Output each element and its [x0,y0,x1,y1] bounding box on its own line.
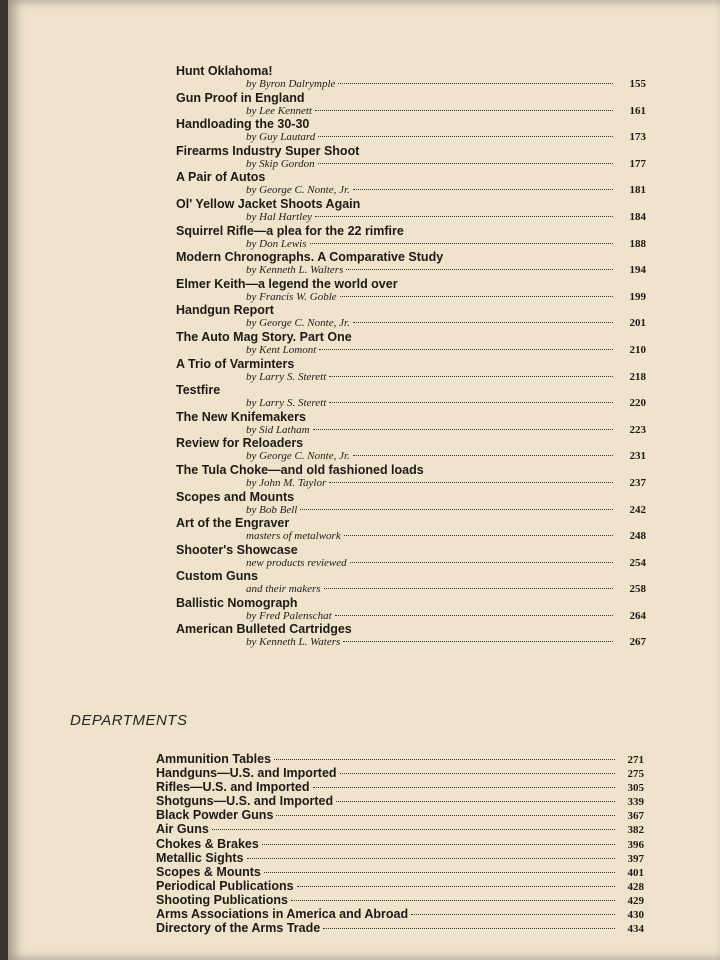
page-number: 275 [627,768,644,781]
article-title: Scopes and Mounts [176,489,295,504]
page-number: 201 [629,317,646,330]
article-byline-row [246,211,616,223]
page-number: 161 [629,104,646,117]
page-number: 242 [629,503,646,516]
contents-entry [166,91,646,118]
dot-leader [346,269,613,270]
page-number: 173 [629,131,646,144]
article-title: Modern Chronographs. A Comparative Study [176,250,444,265]
article-title: Squirrel Rifle—a plea for the 22 rimfire [176,223,404,238]
article-byline-row [246,636,616,648]
dot-leader [291,900,615,901]
page-number: 382 [627,824,644,837]
article-title: Shooter's Showcase [176,542,298,557]
dot-leader [319,349,613,350]
article-title: A Pair of Autos [176,170,266,185]
article-title: American Bulleted Cartridges [176,622,352,637]
article-byline: by Lee Kennett [246,104,312,117]
contents-entry [166,170,646,197]
department-entry [156,752,644,766]
article-byline-row [246,131,616,143]
department-name: Handguns—U.S. and Imported [156,766,337,781]
article-byline-row [246,78,616,90]
article-title: Handloading the 30-30 [176,117,310,132]
dot-leader [318,163,613,164]
article-byline: by Byron Dalrymple [246,78,336,90]
dot-leader [411,914,615,915]
contents-entry [166,277,646,304]
page-number: 428 [627,880,644,893]
department-name: Metallic Sights [156,850,244,865]
article-byline-row [246,371,616,383]
article-byline: by Guy Lautard [246,131,316,144]
dot-leader [335,615,613,616]
article-byline: by George C. Nonte, Jr. [246,184,350,197]
article-byline: by Francis W. Goble [246,290,337,303]
article-byline: by John M. Taylor [246,476,327,489]
page-number: 429 [627,894,644,907]
dot-leader [262,844,615,845]
contents-entry [166,436,646,463]
article-byline-row [246,264,616,276]
page-number: 223 [629,423,646,436]
contents-entry [166,596,646,623]
page-number: 194 [629,264,646,277]
dot-leader [313,787,616,788]
dot-leader [313,429,613,430]
departments-list [156,752,644,935]
page-number: 271 [627,754,644,766]
article-byline: by Fred Palenschat [246,609,332,622]
department-entry [156,837,644,851]
article-byline-row [246,504,616,516]
article-byline-row [246,105,616,117]
department-entry [156,780,644,794]
contents-list [166,64,646,649]
page-number: 218 [629,370,646,383]
article-byline: by George C. Nonte, Jr. [246,450,350,463]
article-title: The Tula Choke—and old fashioned loads [176,462,424,477]
dot-leader [310,243,614,244]
dot-leader [329,402,613,403]
article-byline-row [246,557,616,569]
page-number: 305 [627,782,644,795]
contents-entry [166,543,646,570]
contents-entry [166,64,646,91]
contents-entry [166,569,646,596]
article-title: Handgun Report [176,303,274,318]
article-byline: by Larry S. Sterett [246,370,327,383]
department-name: Shotguns—U.S. and Imported [156,794,334,809]
article-byline: by Kenneth L. Waters [246,636,341,649]
dot-leader [318,136,613,137]
contents-entry [166,144,646,171]
page-number: 397 [627,852,644,865]
contents-entry [166,410,646,437]
article-byline: by Hal Hartley [246,210,312,223]
article-byline: by Skip Gordon [246,157,315,170]
dot-leader [264,872,615,873]
department-entry [156,879,644,893]
page-number: 396 [627,838,644,851]
dot-leader [297,886,615,887]
article-title: Ballistic Nomograph [176,595,298,610]
dot-leader [315,216,613,217]
page-number: 231 [629,450,646,463]
department-name: Ammunition Tables [156,752,272,766]
article-title: Elmer Keith—a legend the world over [176,276,398,291]
department-entry [156,808,644,822]
page-number: 401 [627,866,644,879]
article-byline-row [246,184,616,196]
page-number: 258 [629,583,646,596]
article-byline: by Sid Latham [246,423,310,436]
page-number: 248 [629,530,646,543]
page-number: 267 [629,636,646,649]
article-title: Review for Reloaders [176,436,304,451]
department-entry [156,865,644,879]
page-number: 339 [627,796,644,809]
dot-leader [247,858,615,859]
department-entry [156,766,644,780]
article-byline-row [246,530,616,542]
department-entry [156,794,644,808]
article-title: Custom Guns [176,569,258,584]
article-title: Hunt Oklahoma! [176,64,273,78]
contents-entry [166,250,646,277]
article-byline-row [246,238,616,250]
department-entry [156,921,644,935]
dot-leader [212,829,615,830]
dot-leader [276,815,615,816]
article-byline-row [246,291,616,303]
contents-entry [166,330,646,357]
article-byline-row [246,583,616,595]
article-byline: by Bob Bell [246,503,298,516]
dot-leader [274,759,615,760]
department-entry [156,907,644,921]
departments-heading: DEPARTMENTS [70,712,188,729]
page-number: 237 [629,476,646,489]
article-title: Firearms Industry Super Shoot [176,143,360,158]
page-number: 264 [629,609,646,622]
department-name: Air Guns [156,822,209,837]
contents-entry [166,622,646,649]
article-byline-row [246,317,616,329]
page-number: 367 [627,810,644,823]
dot-leader [353,189,613,190]
article-title: Testfire [176,383,221,398]
dot-leader [338,83,613,84]
department-name: Shooting Publications [156,892,288,907]
contents-entry [166,516,646,543]
book-page [8,0,720,960]
department-name: Directory of the Arms Trade [156,921,321,936]
dot-leader [324,588,613,589]
dot-leader [329,482,613,483]
contents-entry [166,197,646,224]
contents-entry [166,357,646,384]
article-title: Art of the Engraver [176,516,290,531]
article-byline: and their makers [246,583,321,596]
dot-leader [350,562,613,563]
article-byline: by Larry S. Sterett [246,397,327,410]
department-name: Periodical Publications [156,878,294,893]
article-byline-row [246,344,616,356]
dot-leader [323,928,615,929]
department-entry [156,893,644,907]
dot-leader [329,376,613,377]
contents-entry [166,224,646,251]
page-number: 220 [629,397,646,410]
department-name: Scopes & Mounts [156,864,261,879]
article-title: Gun Proof in England [176,90,305,105]
page-number: 177 [629,157,646,170]
dot-leader [340,773,615,774]
article-byline-row [246,477,616,489]
dot-leader [315,110,613,111]
contents-entry [166,463,646,490]
article-byline-row [246,424,616,436]
contents-entry [166,117,646,144]
page-number: 188 [629,237,646,250]
department-name: Rifles—U.S. and Imported [156,780,310,795]
dot-leader [300,509,613,510]
dot-leader [353,322,613,323]
page-number: 434 [627,923,644,936]
article-title: The New Knifemakers [176,409,306,424]
contents-entry [166,490,646,517]
page-number: 155 [629,78,646,90]
article-title: A Trio of Varminters [176,356,295,371]
department-name: Arms Associations in America and Abroad [156,907,409,922]
article-byline-row [246,158,616,170]
article-byline: by George C. Nonte, Jr. [246,317,350,330]
department-name: Chokes & Brakes [156,836,259,851]
contents-entry [166,303,646,330]
page-number: 430 [627,909,644,922]
article-byline-row [246,397,616,409]
article-byline: by Kent Lomont [246,343,317,356]
page-number: 184 [629,210,646,223]
dot-leader [353,455,613,456]
page-number: 254 [629,556,646,569]
dot-leader [336,801,615,802]
article-byline: by Kenneth L. Walters [246,264,344,277]
contents-entry [166,383,646,410]
article-byline: by Don Lewis [246,237,307,250]
article-byline-row [246,610,616,622]
article-title: Ol' Yellow Jacket Shoots Again [176,196,361,211]
page-number: 181 [629,184,646,197]
dot-leader [343,641,613,642]
dot-leader [344,535,613,536]
department-entry [156,851,644,865]
article-byline-row [246,450,616,462]
article-byline: new products reviewed [246,556,347,569]
article-byline: masters of metalwork [246,530,341,543]
page-number: 199 [629,290,646,303]
page-number: 210 [629,343,646,356]
department-entry [156,822,644,836]
department-name: Black Powder Guns [156,808,274,823]
article-title: The Auto Mag Story. Part One [176,329,352,344]
dot-leader [340,296,613,297]
